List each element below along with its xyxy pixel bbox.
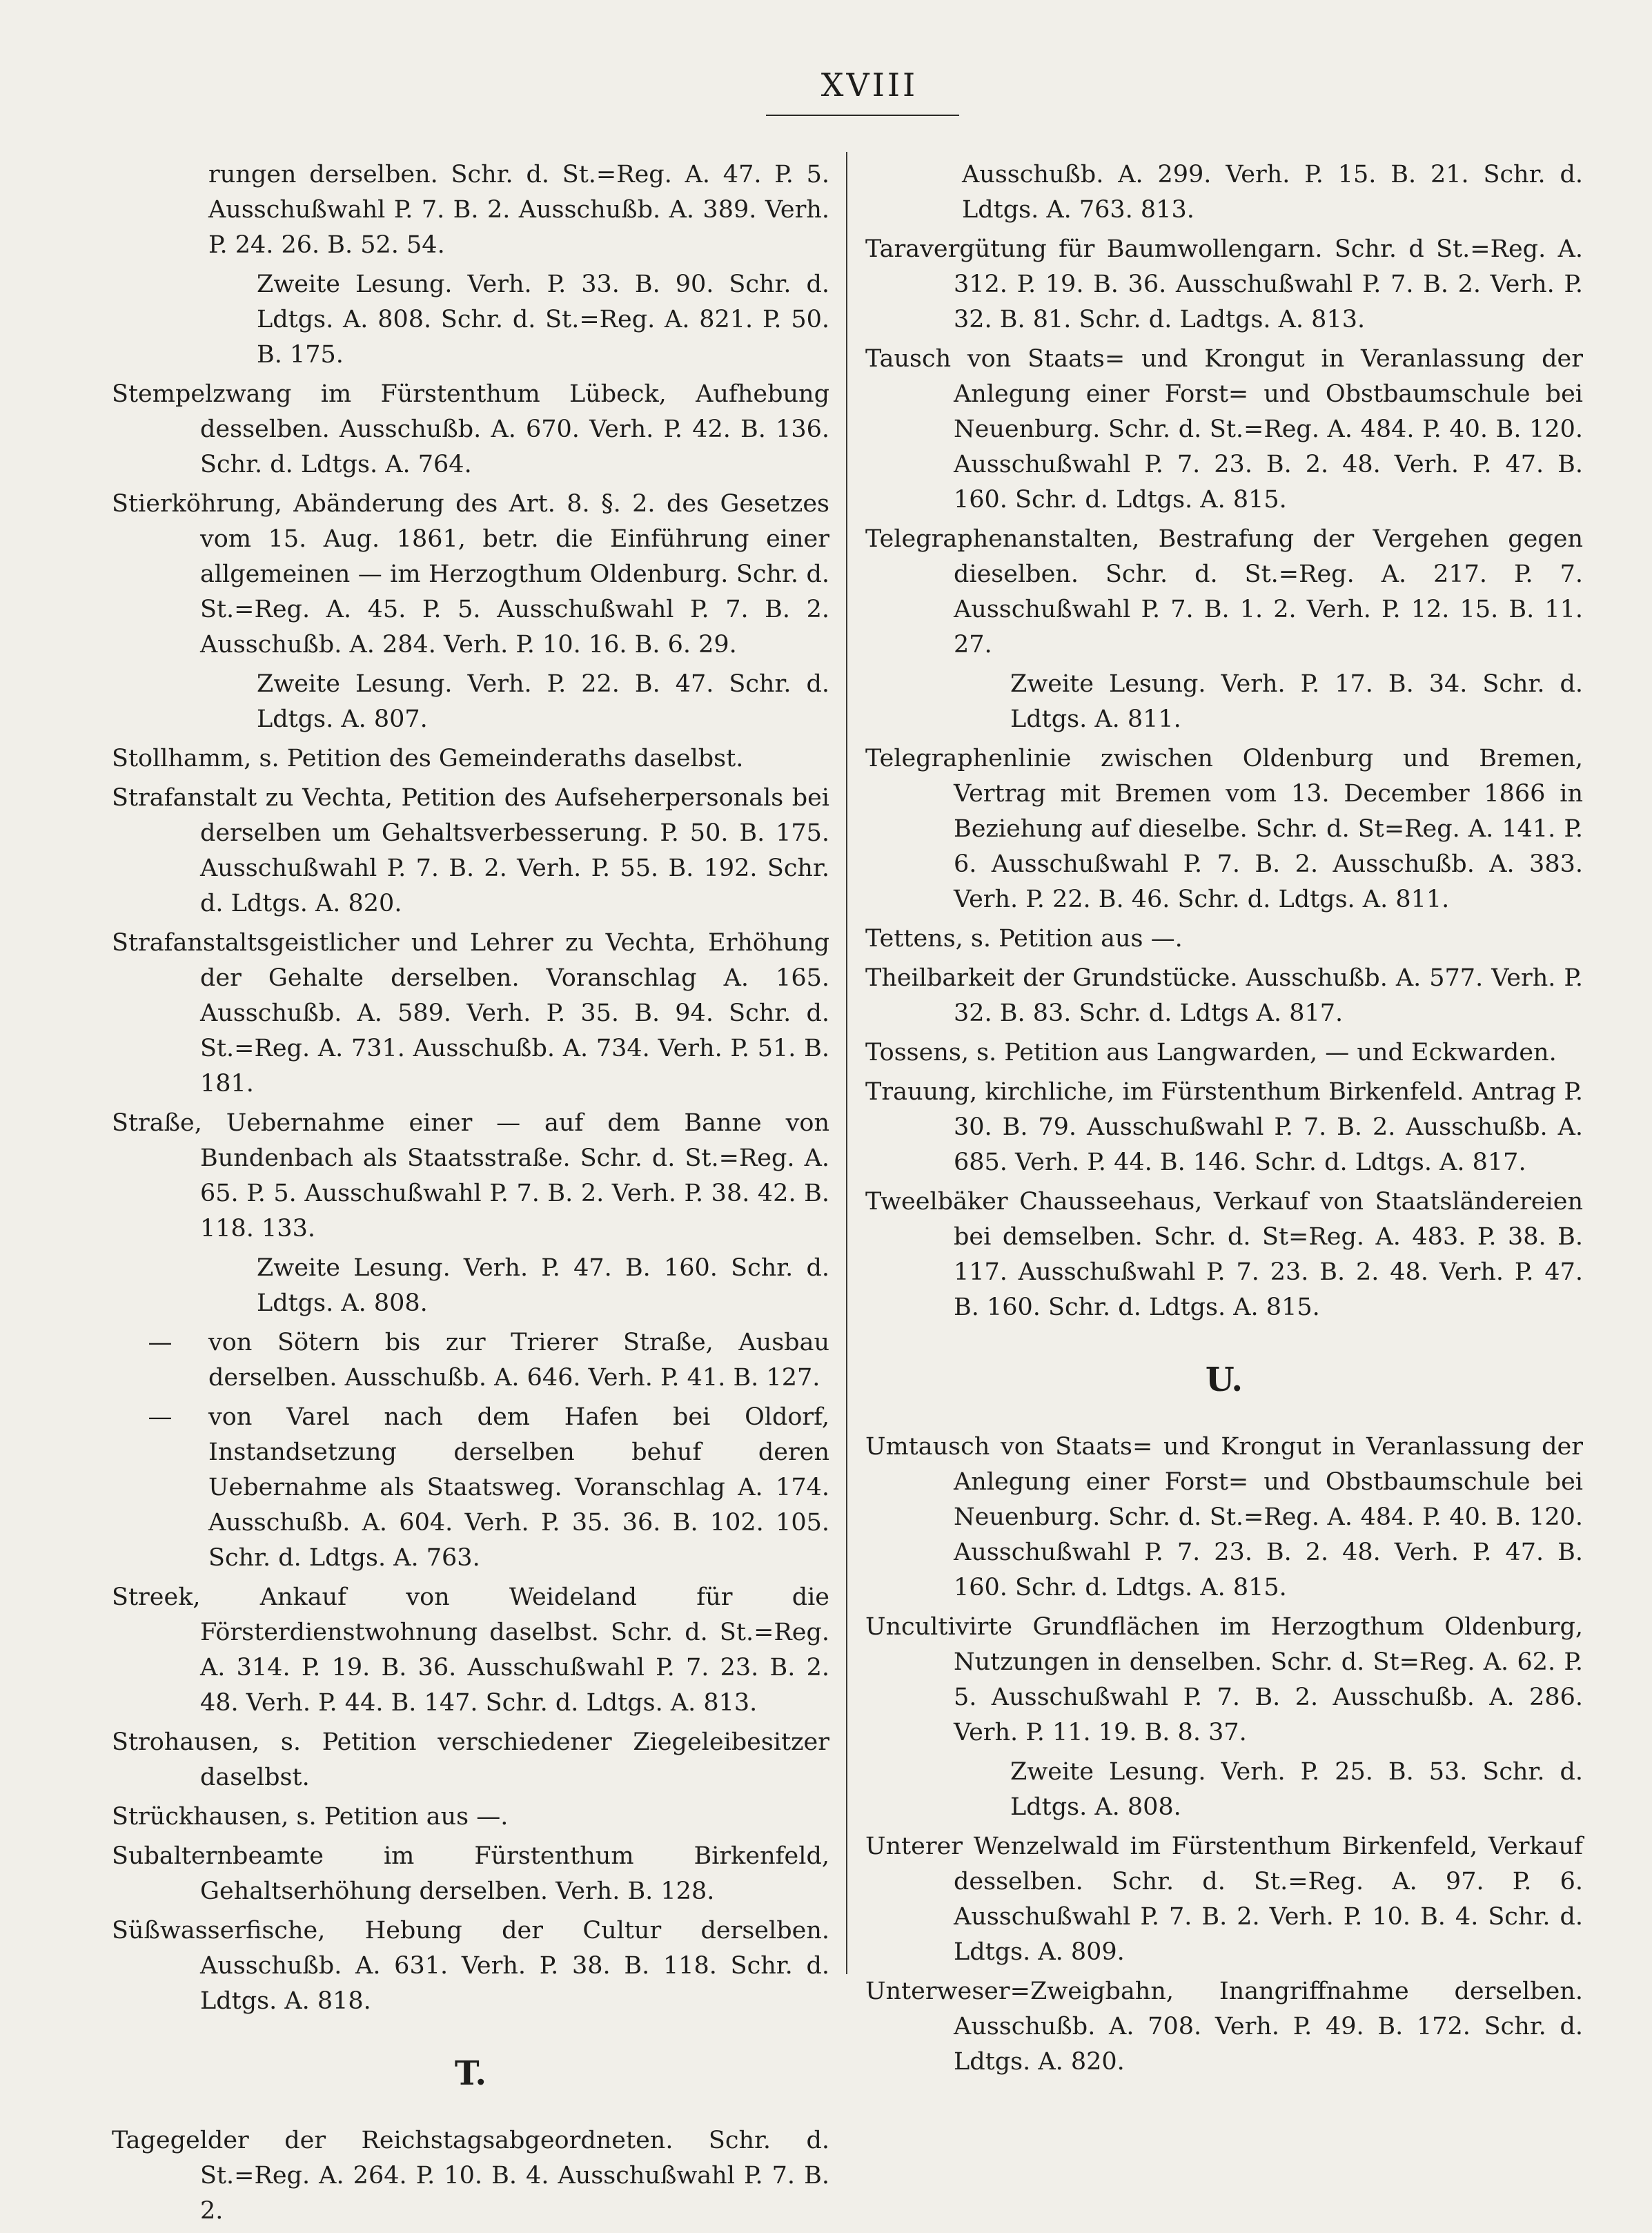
index-entry: Theilbarkeit der Grundstücke. Ausschußb. A. 577. Verh. P. 32. B. 83. Schr. d. Ldtgs A. 817. [865,964,1583,1027]
index-entry: Tossens, s. Petition aus Langwarden, — und Eckwarden. [865,1039,1557,1066]
index-entry: Straße, Uebernahme einer — auf dem Banne von Bundenbach als Staatsstraße. Schr. d. St.=Reg. A. 65. P. 5. Ausschußwahl P. 7. B. 2. Verh. P. 38. 42. B. 118. 133. [112,1109,829,1242]
index-entry: Stierköhrung, Abänderung des Art. 8. §. 2. des Gesetzes vom 15. Aug. 1861, betr. die Einführung einer allgemeinen — im Herzogthum Oldenburg. Schr. d. St.=Reg. A. 45. P. 5. Ausschußwahl P. 7. B. 2. Ausschußb. A. 284. Verh. P. 10. 16. B. 6. 29. [112,490,829,659]
index-entry: Trauung, kirchliche, im Fürstenthum Birkenfeld. Antrag P. 30. B. 79. Ausschußwahl P. 7. B. 2. Ausschußb. A. 685. Verh. P. 44. B. 146. Schr. d. Ldtgs. A. 817. [865,1078,1583,1176]
index-dash-entry [112,1325,829,1396]
index-subentry [112,1251,829,1321]
index-entry: Strafanstaltsgeistlicher und Lehrer zu Vechta, Erhöhung der Gehalte derselben. Voranschlag A. 165. Ausschußb. A. 589. Verh. P. 35. B. 94. Schr. d. St.=Reg. A. 731. Ausschußb. A. 734. Verh. P. 51. B. 181. [112,929,829,1098]
index-entry-continuation: rungen derselben. Schr. d. St.=Reg. A. 47. P. 5. Ausschußwahl P. 7. B. 2. Ausschußb. A. 389. Verh. P. 24. 26. B. 52. 54. [208,161,829,259]
index-entry: Strohausen, s. Petition verschiedener Ziegeleibesitzer daselbst. [112,1728,829,1791]
section-letter-u: U. [1205,1361,1243,1399]
column-divider [846,152,847,1974]
index-entry: Taravergütung für Baumwollengarn. Schr. d St.=Reg. A. 312. P. 19. B. 36. Ausschußwahl P. 7. B. 2. Verh. P. 32. B. 81. Schr. d. Ladtgs. A. 813. [865,235,1583,333]
index-subentry [865,667,1583,737]
subentry-text: Zweite Lesung. Verh. P. 25. B. 53. Schr. d. Ldtgs. A. 808. [1010,1758,1583,1821]
index-subentry [865,1755,1583,1825]
dash-entry-text: von Varel nach dem Hafen bei Oldorf, Instandsetzung derselben behuf deren Uebernahme als Staatsweg. Voranschlag A. 174. Ausschußb. A. 604. Verh. P. 35. 36. B. 102. 105. Schr. d. Ldtgs. A. 763. [208,1403,829,1572]
index-entry: Tettens, s. Petition aus —. [865,925,1183,953]
subentry-text: Zweite Lesung. Verh. P. 33. B. 90. Schr. d. Ldtgs. A. 808. Schr. d. St.=Reg. A. 821. P. 50. B. 175. [257,271,829,369]
index-entry: Tweelbäker Chausseehaus, Verkauf von Staatsländereien bei demselben. Schr. d. St=Reg. A. 483. P. 38. B. 117. Ausschußwahl P. 7. 23. B. 2. 48. Verh. P. 47. B. 160. Schr. d. Ldtgs. A. 815. [865,1188,1583,1321]
dash-entry-text: von Sötern bis zur Trierer Straße, Ausbau derselben. Ausschußb. A. 646. Verh. P. 41. B. 127. [208,1329,829,1392]
index-entry: Süßwasserfische, Hebung der Cultur derselben. Ausschußb. A. 631. Verh. P. 38. B. 118. Schr. d. Ldtgs. A. 818. [112,1917,829,2015]
dash-mark: — [148,1329,173,1356]
subentry-text: Zweite Lesung. Verh. P. 47. B. 160. Schr. d. Ldtgs. A. 808. [257,1254,829,1317]
header-rule [766,115,959,116]
right-column [865,157,1583,2084]
index-entry: Strafanstalt zu Vechta, Petition des Aufseherpersonals bei derselben um Gehaltsverbesserung. P. 50. B. 175. Ausschußwahl P. 7. B. 2. Verh. P. 55. B. 192. Schr. d. Ldtgs. A. 820. [112,784,829,917]
subentry-text: Zweite Lesung. Verh. P. 22. B. 47. Schr. d. Ldtgs. A. 807. [257,670,829,733]
index-entry: Unterer Wenzelwald im Fürstenthum Birkenfeld, Verkauf desselben. Schr. d. St.=Reg. A. 97. P. 6. Ausschußwahl P. 7. B. 2. Verh. P. 10. B. 4. Schr. d. Ldtgs. A. 809. [865,1833,1583,1966]
index-entry: Tausch von Staats= und Krongut in Veranlassung der Anlegung einer Forst= und Obstbaumschule bei Neuenburg. Schr. d. St.=Reg. A. 484. P. 40. B. 120. Ausschußwahl P. 7. 23. B. 2. 48. Verh. P. 47. B. 160. Schr. d. Ldtgs. A. 815. [865,345,1583,514]
index-entry: Stollhamm, s. Petition des Gemeinderaths daselbst. [112,745,744,772]
index-entry: Tagegelder der Reichstagsabgeordneten. Schr. d. St.=Reg. A. 264. P. 10. B. 4. Ausschußwahl P. 7. B. 2. [112,2127,829,2225]
subentry-text: Zweite Lesung. Verh. P. 17. B. 34. Schr. d. Ldtgs. A. 811. [1010,670,1583,733]
left-column [112,157,829,2233]
index-entry: Umtausch von Staats= und Krongut in Veranlassung der Anlegung einer Forst= und Obstbaumschule bei Neuenburg. Schr. d. St.=Reg. A. 484. P. 40. B. 120. Ausschußwahl P. 7. 23. B. 2. 48. Verh. P. 47. B. 160. Schr. d. Ldtgs. A. 815. [865,1433,1583,1601]
index-entry: Stempelzwang im Fürstenthum Lübeck, Aufhebung desselben. Ausschußb. A. 670. Verh. P. 42. B. 136. Schr. d. Ldtgs. A. 764. [112,380,829,478]
index-entry: Telegraphenlinie zwischen Oldenburg und Bremen, Vertrag mit Bremen vom 13. December 1866 in Beziehung auf dieselbe. Schr. d. St=Reg. A. 141. P. 6. Ausschußwahl P. 7. B. 2. Ausschußb. A. 383. Verh. P. 22. B. 46. Schr. d. Ldtgs. A. 811. [865,745,1583,913]
index-entry: Uncultivirte Grundflächen im Herzogthum Oldenburg, Nutzungen in denselben. Schr. d. St=Reg. A. 62. P. 5. Ausschußwahl P. 7. B. 2. Ausschußb. A. 286. Verh. P. 11. 19. B. 8. 37. [865,1613,1583,1746]
page-number: XVIII [820,66,918,104]
section-letter-t: T. [454,2054,487,2093]
index-entry: Telegraphenanstalten, Bestrafung der Vergehen gegen dieselben. Schr. d. St.=Reg. A. 217. P. 7. Ausschußwahl P. 7. B. 1. 2. Verh. P. 12. 15. B. 11. 27. [865,525,1583,659]
index-entry: Subalternbeamte im Fürstenthum Birkenfeld, Gehaltserhöhung derselben. Verh. B. 128. [112,1842,829,1905]
index-entry: Strückhausen, s. Petition aus —. [112,1803,509,1831]
index-entry-continuation: Ausschußb. A. 299. Verh. P. 15. B. 21. Schr. d. Ldtgs. A. 763. 813. [962,161,1583,224]
index-entry: Unterweser=Zweigbahn, Inangriffnahme derselben. Ausschußb. A. 708. Verh. P. 49. B. 172. Schr. d. Ldtgs. A. 820. [865,1978,1583,2076]
index-subentry [112,267,829,373]
index-dash-entry [112,1400,829,1576]
index-entry: Streek, Ankauf von Weideland für die Försterdienstwohnung daselbst. Schr. d. St.=Reg. A. 314. P. 19. B. 36. Ausschußwahl P. 7. 23. B. 2. 48. Verh. P. 44. B. 147. Schr. d. Ldtgs. A. 813. [112,1583,829,1717]
dash-mark: — [148,1403,173,1431]
index-subentry [112,667,829,737]
